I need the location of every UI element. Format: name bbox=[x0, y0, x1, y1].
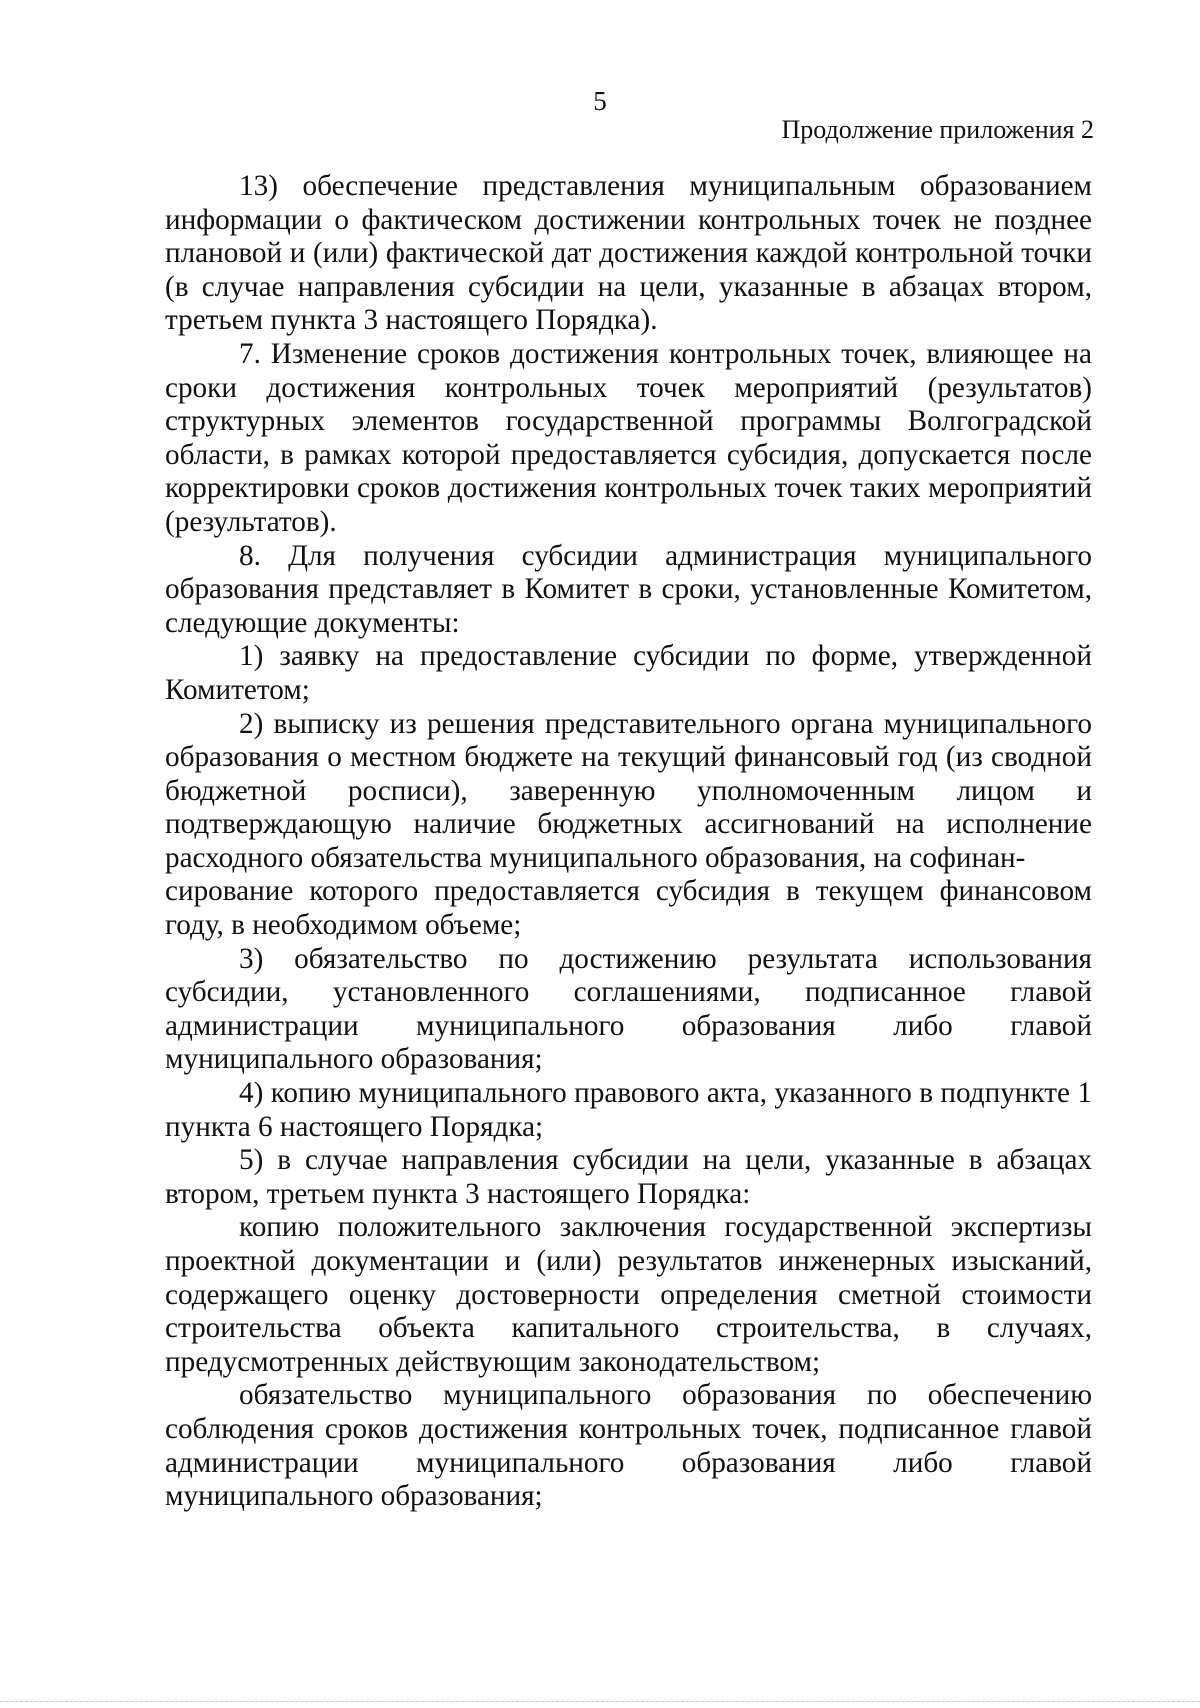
paragraph-item-4: 4) копию муниципального правового акта, указанного в подпункте 1 пункта 6 настоящего Порядка; bbox=[165, 1077, 1092, 1143]
paragraph-obligation: обязательство муниципального образования по обеспечению соблюдения сроков достижения контрольных точек, подписанное главой администрации муниципального образования либо главой муниципального образования; bbox=[165, 1379, 1092, 1513]
paragraph-expertise-copy: копию положительного заключения государственной экспертизы проектной документации и (или) результатов инженерных изысканий, содержащего оценку достоверности определения сметной стоимости строительства объекта капитального строительства, в случаях, предусмотренных действующим законодательством; bbox=[165, 1211, 1092, 1378]
paragraph-item-2: 2) выписку из решения представительного органа муниципального образования о местном бюджете на текущий финансовый год (из сводной бюджетной росписи), заверенную уполномоченным лицом и подтверждающую наличие бюджетных ассигнований на исполнение расходного обязательства муниципального образования, на софинан- сирование которого предоставляется субсидия в текущем финансовом году, в необходимом объеме; bbox=[165, 707, 1092, 942]
paragraph-item-1: 1) заявку на предоставление субсидии по форме, утвержденной Комитетом; bbox=[165, 640, 1092, 706]
paragraph-clause-8: 8. Для получения субсидии администрация муниципального образования представляет в Комитет в сроки, установленные Комитетом, следующие документы: bbox=[165, 539, 1092, 639]
paragraph-item-5: 5) в случае направления субсидии на цели, указанные в абзацах втором, третьем пункта 3 настоящего Порядка: bbox=[165, 1144, 1092, 1210]
document-body bbox=[165, 170, 1092, 1514]
paragraph-item-13: 13) обеспечение представления муниципальным образованием информации о фактическом достижении контрольных точек не позднее плановой и (или) фактической дат достижения каждой контрольной точки (в случае направления субсидии на цели, указанные в абзацах втором, третьем пункта 3 настоящего Порядка). bbox=[165, 170, 1092, 337]
scan-edge-line bbox=[0, 1701, 1200, 1702]
page-number: 5 bbox=[593, 86, 607, 116]
paragraph-clause-7: 7. Изменение сроков достижения контрольных точек, влияющее на сроки достижения контрольных точек мероприятий (результатов) структурных элементов государственной программы Волгоградской области, в рамках которой предоставляется субсидия, допускается после корректировки сроков достижения контрольных точек таких мероприятий (результатов). bbox=[165, 337, 1092, 538]
paragraph-item-3: 3) обязательство по достижению результата использования субсидии, установленного соглашениями, подписанное главой администрации муниципального образования либо главой муниципального образования; bbox=[165, 942, 1092, 1076]
appendix-continuation-note: Продолжение приложения 2 bbox=[781, 115, 1094, 144]
